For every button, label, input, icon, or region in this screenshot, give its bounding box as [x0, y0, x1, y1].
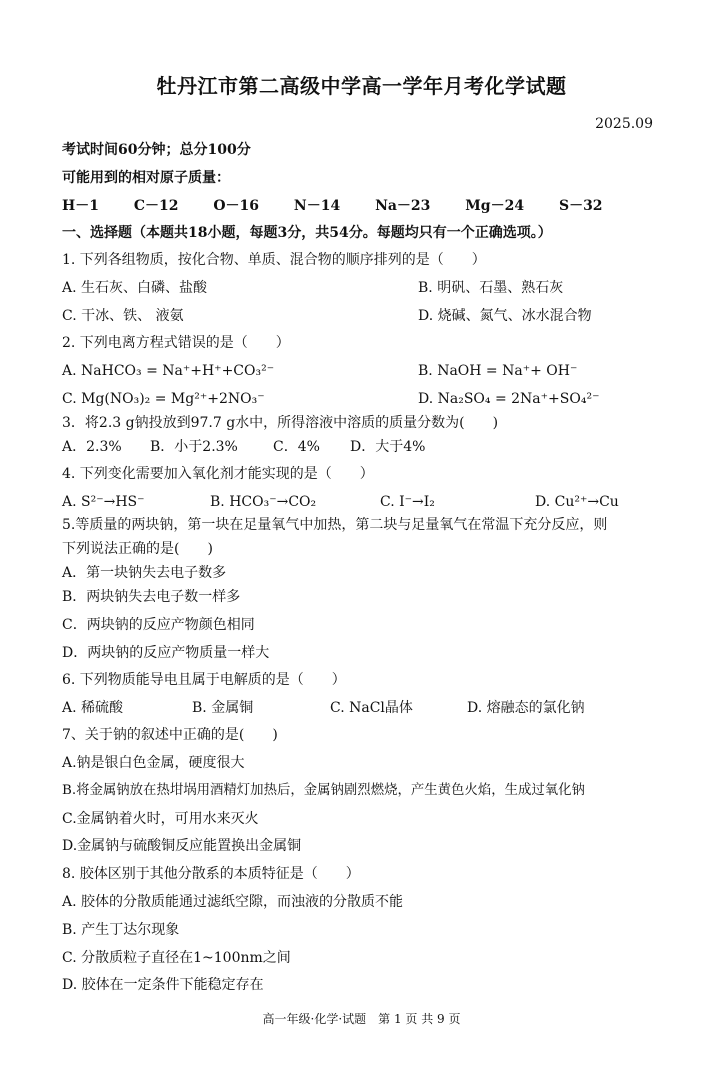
question-1-option-d: D. 烧碱、氮气、冰水混合物 [418, 308, 592, 324]
question-2-option-d: D. Na₂SO₄ = 2Na⁺+SO₄²⁻ [418, 391, 600, 407]
question-1-option-b: B. 明矾、石墨、熟石灰 [418, 280, 564, 296]
question-4-stem: 4. 下列变化需要加入氧化剂才能实现的是（ ） [62, 466, 374, 482]
question-4-option-a: A. S²⁻→HS⁻ [62, 494, 145, 510]
question-8-option-b: B. 产生丁达尔现象 [62, 922, 180, 938]
question-1-stem: 1. 下列各组物质，按化合物、单质、混合物的顺序排列的是（ ） [62, 252, 486, 268]
question-1-option-a: A. 生石灰、白磷、盐酸 [62, 280, 208, 296]
question-8-stem: 8. 胶体区别于其他分散系的本质特征是（ ） [62, 866, 360, 882]
question-1-option-c: C. 干冰、铁、 液氨 [62, 308, 184, 324]
question-5-option-a: A．第一块钠失去电子数多 [62, 565, 227, 581]
page-footer: 高一年级·化学·试题 第 1 页 共 9 页 [262, 1012, 461, 1026]
question-2-stem: 2. 下列电离方程式错误的是（ ） [62, 335, 290, 351]
question-3-option-c: C．4% [273, 439, 320, 455]
question-2-option-b: B. NaOH = Na⁺+ OH⁻ [418, 363, 578, 379]
question-5-option-b: B．两块钠失去电子数一样多 [62, 589, 241, 605]
atomic-mass-item: C－12 [133, 198, 179, 214]
question-8-option-d: D. 胶体在一定条件下能稳定存在 [62, 977, 264, 993]
question-4-option-b: B. HCO₃⁻→CO₂ [210, 494, 317, 510]
question-7-stem: 7、关于钠的叙述中正确的是( ) [62, 727, 278, 743]
question-4-option-d: D. Cu²⁺→Cu [535, 494, 619, 510]
question-6-option-d: D. 熔融态的氯化钠 [467, 700, 585, 716]
atomic-mass-item: Mg－24 [465, 198, 525, 214]
question-7-option-d: D.金属钠与硫酸铜反应能置换出金属铜 [62, 838, 302, 854]
question-7-option-c: C.金属钠着火时，可用水来灭火 [62, 811, 259, 827]
exam-time-info: 考试时间60分钟；总分100分 [62, 142, 251, 158]
atomic-mass-label: 可能用到的相对原子质量： [62, 170, 230, 186]
question-3-option-d: D．大于4% [350, 439, 426, 455]
atomic-mass-item: O－16 [213, 198, 260, 214]
question-8-option-c: C. 分散质粒子直径在1~100nm之间 [62, 950, 291, 966]
atomic-mass-list [62, 197, 633, 215]
question-5-stem: 5.等质量的两块钠，第一块在足量氧气中加热，第二块与足量氧气在常温下充分反应，则 [62, 517, 608, 533]
page-title: 牡丹江市第二高级中学高一学年月考化学试题 [156, 74, 567, 98]
atomic-mass-item: Na－23 [375, 198, 431, 214]
section-heading: 一、选择题（本题共18小题，每题3分，共54分。每题均只有一个正确选项。） [62, 225, 552, 241]
atomic-mass-item: H－1 [62, 198, 99, 214]
atomic-mass-item: S－32 [558, 198, 603, 214]
question-6-stem: 6. 下列物质能导电且属于电解质的是（ ） [62, 672, 346, 688]
question-2-option-a: A. NaHCO₃ = Na⁺+H⁺+CO₃²⁻ [62, 363, 275, 379]
exam-date: 2025.09 [595, 116, 653, 132]
atomic-mass-item: N－14 [293, 198, 341, 214]
question-6-option-a: A. 稀硫酸 [62, 700, 124, 716]
question-3-option-a: A．2.3% [62, 439, 122, 455]
question-8-option-a: A. 胶体的分散质能通过滤纸空隙，而浊液的分散质不能 [62, 894, 404, 910]
question-6-option-b: B. 金属铜 [192, 700, 254, 716]
question-3-stem: 3．将2.3 g钠投放到97.7 g水中，所得溶液中溶质的质量分数为( ) [62, 415, 499, 431]
question-5-stem-continued: 下列说法正确的是( ) [62, 541, 213, 557]
question-5-option-d: D．两块钠的反应产物质量一样大 [62, 645, 270, 661]
question-6-option-c: C. NaCl晶体 [330, 700, 413, 716]
question-3-option-b: B．小于2.3% [150, 439, 238, 455]
question-7-option-b: B.将金属钠放在热坩埚用酒精灯加热后，金属钠剧烈燃烧，产生黄色火焰，生成过氧化钠 [62, 783, 585, 798]
question-7-option-a: A.钠是银白色金属，硬度很大 [62, 755, 245, 771]
question-2-option-c: C. Mg(NO₃)₂ = Mg²⁺+2NO₃⁻ [62, 391, 265, 407]
question-5-option-c: C．两块钠的反应产物颜色相同 [62, 617, 255, 633]
question-4-option-c: C. I⁻→I₂ [380, 494, 435, 510]
